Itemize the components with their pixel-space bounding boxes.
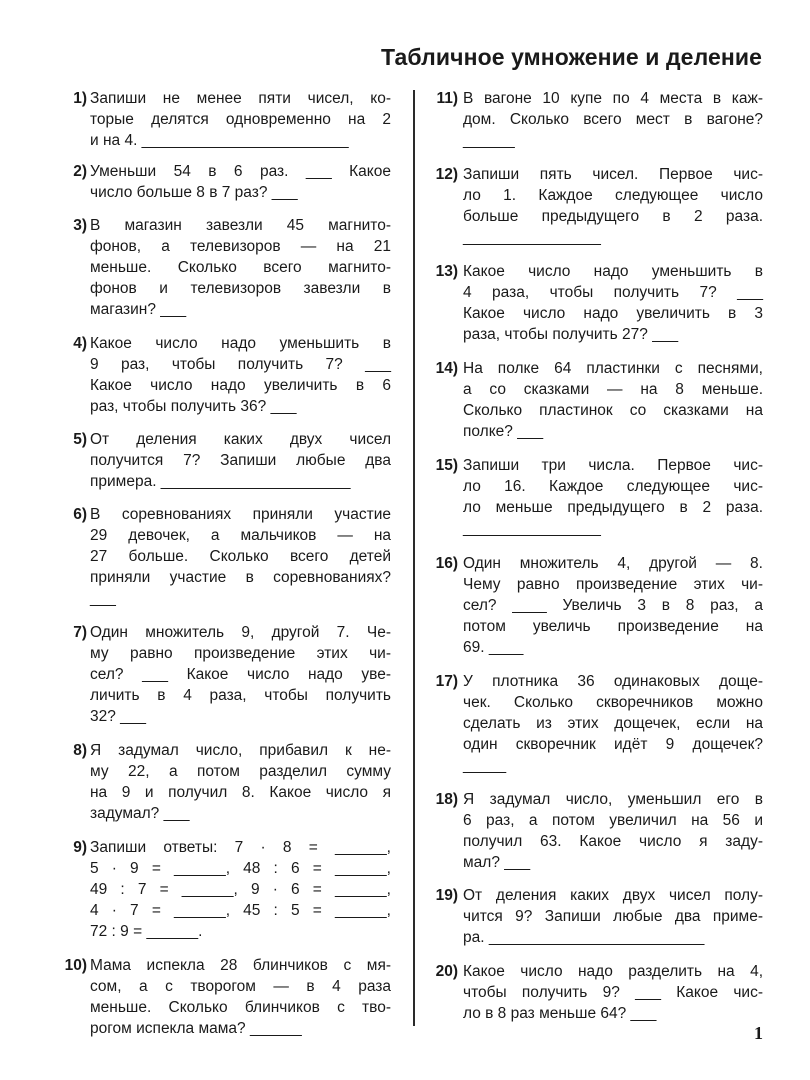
task-text-line: Какое число надо увеличить в 3 [463,305,763,322]
task-number: 15) [435,457,458,474]
task-text-line: чтобы получить 9? ___ Какое чис- [463,984,763,1001]
task-text-line: торые делятся одновременно на 2 [90,111,391,128]
task-8 [58,740,391,824]
task-text-line: На полке 64 пластинки с песнями, [463,360,763,377]
task-16 [423,553,763,658]
task-text-line: Мама испекла 28 блинчиков с мя- [90,957,391,974]
task-text-line: на 9 и получил 8. Какое число я [90,784,391,801]
task-2 [58,161,391,203]
task-text-line: Я задумал число, прибавил к не- [90,742,391,759]
task-number: 11) [436,90,458,107]
task-text-line: больше предыдущего в 2 раза. [463,208,763,225]
task-text-line: Сколько пластинок со сказками на [463,402,763,419]
task-text-line: приняли участие в соревнованиях? [90,569,391,586]
task-text-line: 5 · 9 = ______, 48 : 6 = ______, [90,860,391,877]
task-number: 18) [435,791,458,808]
task-text-line: Один множитель 4, другой — 8. [463,555,763,572]
task-text-line: число больше 8 в 7 раз? ___ [90,184,298,201]
task-text-line: сел? ___ Какое число надо уве- [90,666,391,683]
task-3 [58,215,391,320]
task-number: 7) [73,624,87,641]
task-text-line: Какое число надо уменьшить в [463,263,763,280]
task-text-line: один скворечник идёт 9 дощечек? [463,736,763,753]
task-number: 14) [435,360,458,377]
task-text-line: му 22, а потом разделил сумму [90,763,391,780]
right-column [423,88,763,1024]
task-text-line: От деления каких двух чисел [90,431,391,448]
task-text-line: раза, чтобы получить 27? ___ [463,326,679,343]
task-text-line: раз, чтобы получить 36? ___ [90,398,297,415]
task-text-line: задумал? ___ [90,805,190,822]
task-number: 3) [73,217,87,234]
task-text-line: сел? ____ Увеличь 3 в 8 раз, а [463,597,763,614]
task-number: 19) [435,887,458,904]
task-text-line: Какое число надо разделить на 4, [463,963,763,980]
task-number: 17) [435,673,458,690]
task-13 [423,261,763,345]
task-text-line: Какое число надо уменьшить в [90,335,391,352]
task-17 [423,671,763,776]
task-text-line: ра. _________________________ [463,929,705,946]
task-text-line: получил 63. Какое число я заду- [463,833,763,850]
task-text-line: 27 больше. Сколько всего детей [90,548,391,565]
task-text-line: дом. Сколько всего мест в вагоне? [463,111,763,128]
task-number: 20) [435,963,458,980]
task-text-line: ________________ [463,520,601,537]
task-number: 9) [73,839,87,856]
task-19 [423,885,763,948]
task-text-line: ло меньше предыдущего в 2 раза. [463,499,763,516]
task-text-line: му равно произведение этих чи- [90,645,391,662]
task-text-line: личить в 4 раза, чтобы получить [90,687,391,704]
task-9 [58,837,391,942]
task-text-line: ло 1. Каждое следующее число [463,187,763,204]
task-number: 2) [73,163,87,180]
task-text-line: ло в 8 раз меньше 64? ___ [463,1005,657,1022]
task-text-line: полке? ___ [463,423,544,440]
task-text-line: ло 16. Каждое следующее чис- [463,478,763,495]
task-text-line: чится 9? Запиши любые два приме- [463,908,763,925]
task-number: 6) [73,506,87,523]
task-number: 13) [435,263,458,280]
task-text-line: ______ [463,132,515,149]
column-divider [413,90,415,1026]
task-6 [58,504,391,609]
page-number: 1 [754,1023,763,1043]
task-text-line: 72 : 9 = ______. [90,923,203,940]
task-number: 1) [73,90,87,107]
task-text-line: Какое число надо увеличить в 6 [90,377,391,394]
task-text-line: сделать из этих дощечек, если на [463,715,763,732]
task-text-line: примера. ______________________ [90,473,351,490]
task-text-line: В магазин завезли 45 магнито- [90,217,391,234]
task-text-line: сом, а с творогом — в 4 раза [90,978,391,995]
left-column [58,88,391,1039]
task-text-line: Я задумал число, уменьшил его в [463,791,763,808]
task-14 [423,358,763,442]
task-text-line: Запиши ответы: 7 · 8 = ______, [90,839,391,856]
task-text-line: _____ [463,757,507,774]
task-text-line: 29 девочек, а мальчиков — на [90,527,391,544]
task-text-line: мал? ___ [463,854,531,871]
task-7 [58,622,391,727]
task-text-line: От деления каких двух чисел полу- [463,887,763,904]
task-text-line: меньше. Сколько всего магнито- [90,259,391,276]
task-text-line: В вагоне 10 купе по 4 места в каж- [463,90,763,107]
task-5 [58,429,391,492]
task-text-line: и на 4. ________________________ [90,132,349,149]
task-18 [423,789,763,873]
task-text-line: чек. Сколько скворечников можно [463,694,763,711]
task-text-line: Запиши не менее пяти чисел, ко- [90,90,391,107]
task-number: 10) [64,957,87,974]
task-4 [58,333,391,417]
task-text-line: 9 раз, чтобы получить 7? ___ [90,356,391,373]
task-number: 5) [73,431,87,448]
task-number: 12) [435,166,458,183]
task-text-line: получится 7? Запиши любые два [90,452,391,469]
task-10 [58,955,391,1039]
task-text-line: 6 раз, а потом увеличил на 56 и [463,812,763,829]
page-title: Табличное умножение и деление [380,44,762,70]
task-text-line: У плотника 36 одинаковых доще- [463,673,763,690]
task-text-line: Уменьши 54 в 6 раз. ___ Какое [90,163,391,180]
task-text-line: фонов и телевизоров завезли в [90,280,391,297]
task-text-line: Запиши три числа. Первое чис- [463,457,763,474]
task-text-line: 4 · 7 = ______, 45 : 5 = ______, [90,902,391,919]
task-text-line: рогом испекла мама? ______ [90,1020,302,1037]
task-text-line: Один множитель 9, другой 7. Че- [90,624,391,641]
task-text-line: ________________ [463,229,601,246]
task-12 [423,164,763,248]
task-text-line: ___ [90,590,116,607]
task-text-line: 4 раза, чтобы получить 7? ___ [463,284,763,301]
task-text-line: Запиши пять чисел. Первое чис- [463,166,763,183]
task-text-line: 32? ___ [90,708,147,725]
task-text-line: потом увеличь произведение на [463,618,763,635]
task-20 [423,961,763,1024]
task-1 [58,88,391,151]
task-text-line: 69. ____ [463,639,524,656]
task-number: 16) [435,555,458,572]
task-text-line: фонов, а телевизоров — на 21 [90,238,391,255]
task-15 [423,455,763,539]
task-11 [423,88,763,151]
task-text-line: меньше. Сколько блинчиков с тво- [90,999,391,1016]
task-text-line: а со сказками — на 8 меньше. [463,381,763,398]
task-number: 4) [73,335,87,352]
task-text-line: 49 : 7 = ______, 9 · 6 = ______, [90,881,391,898]
task-text-line: В соревнованиях приняли участие [90,506,391,523]
task-text-line: Чему равно произведение этих чи- [463,576,763,593]
task-text-line: магазин? ___ [90,301,187,318]
task-number: 8) [73,742,87,759]
